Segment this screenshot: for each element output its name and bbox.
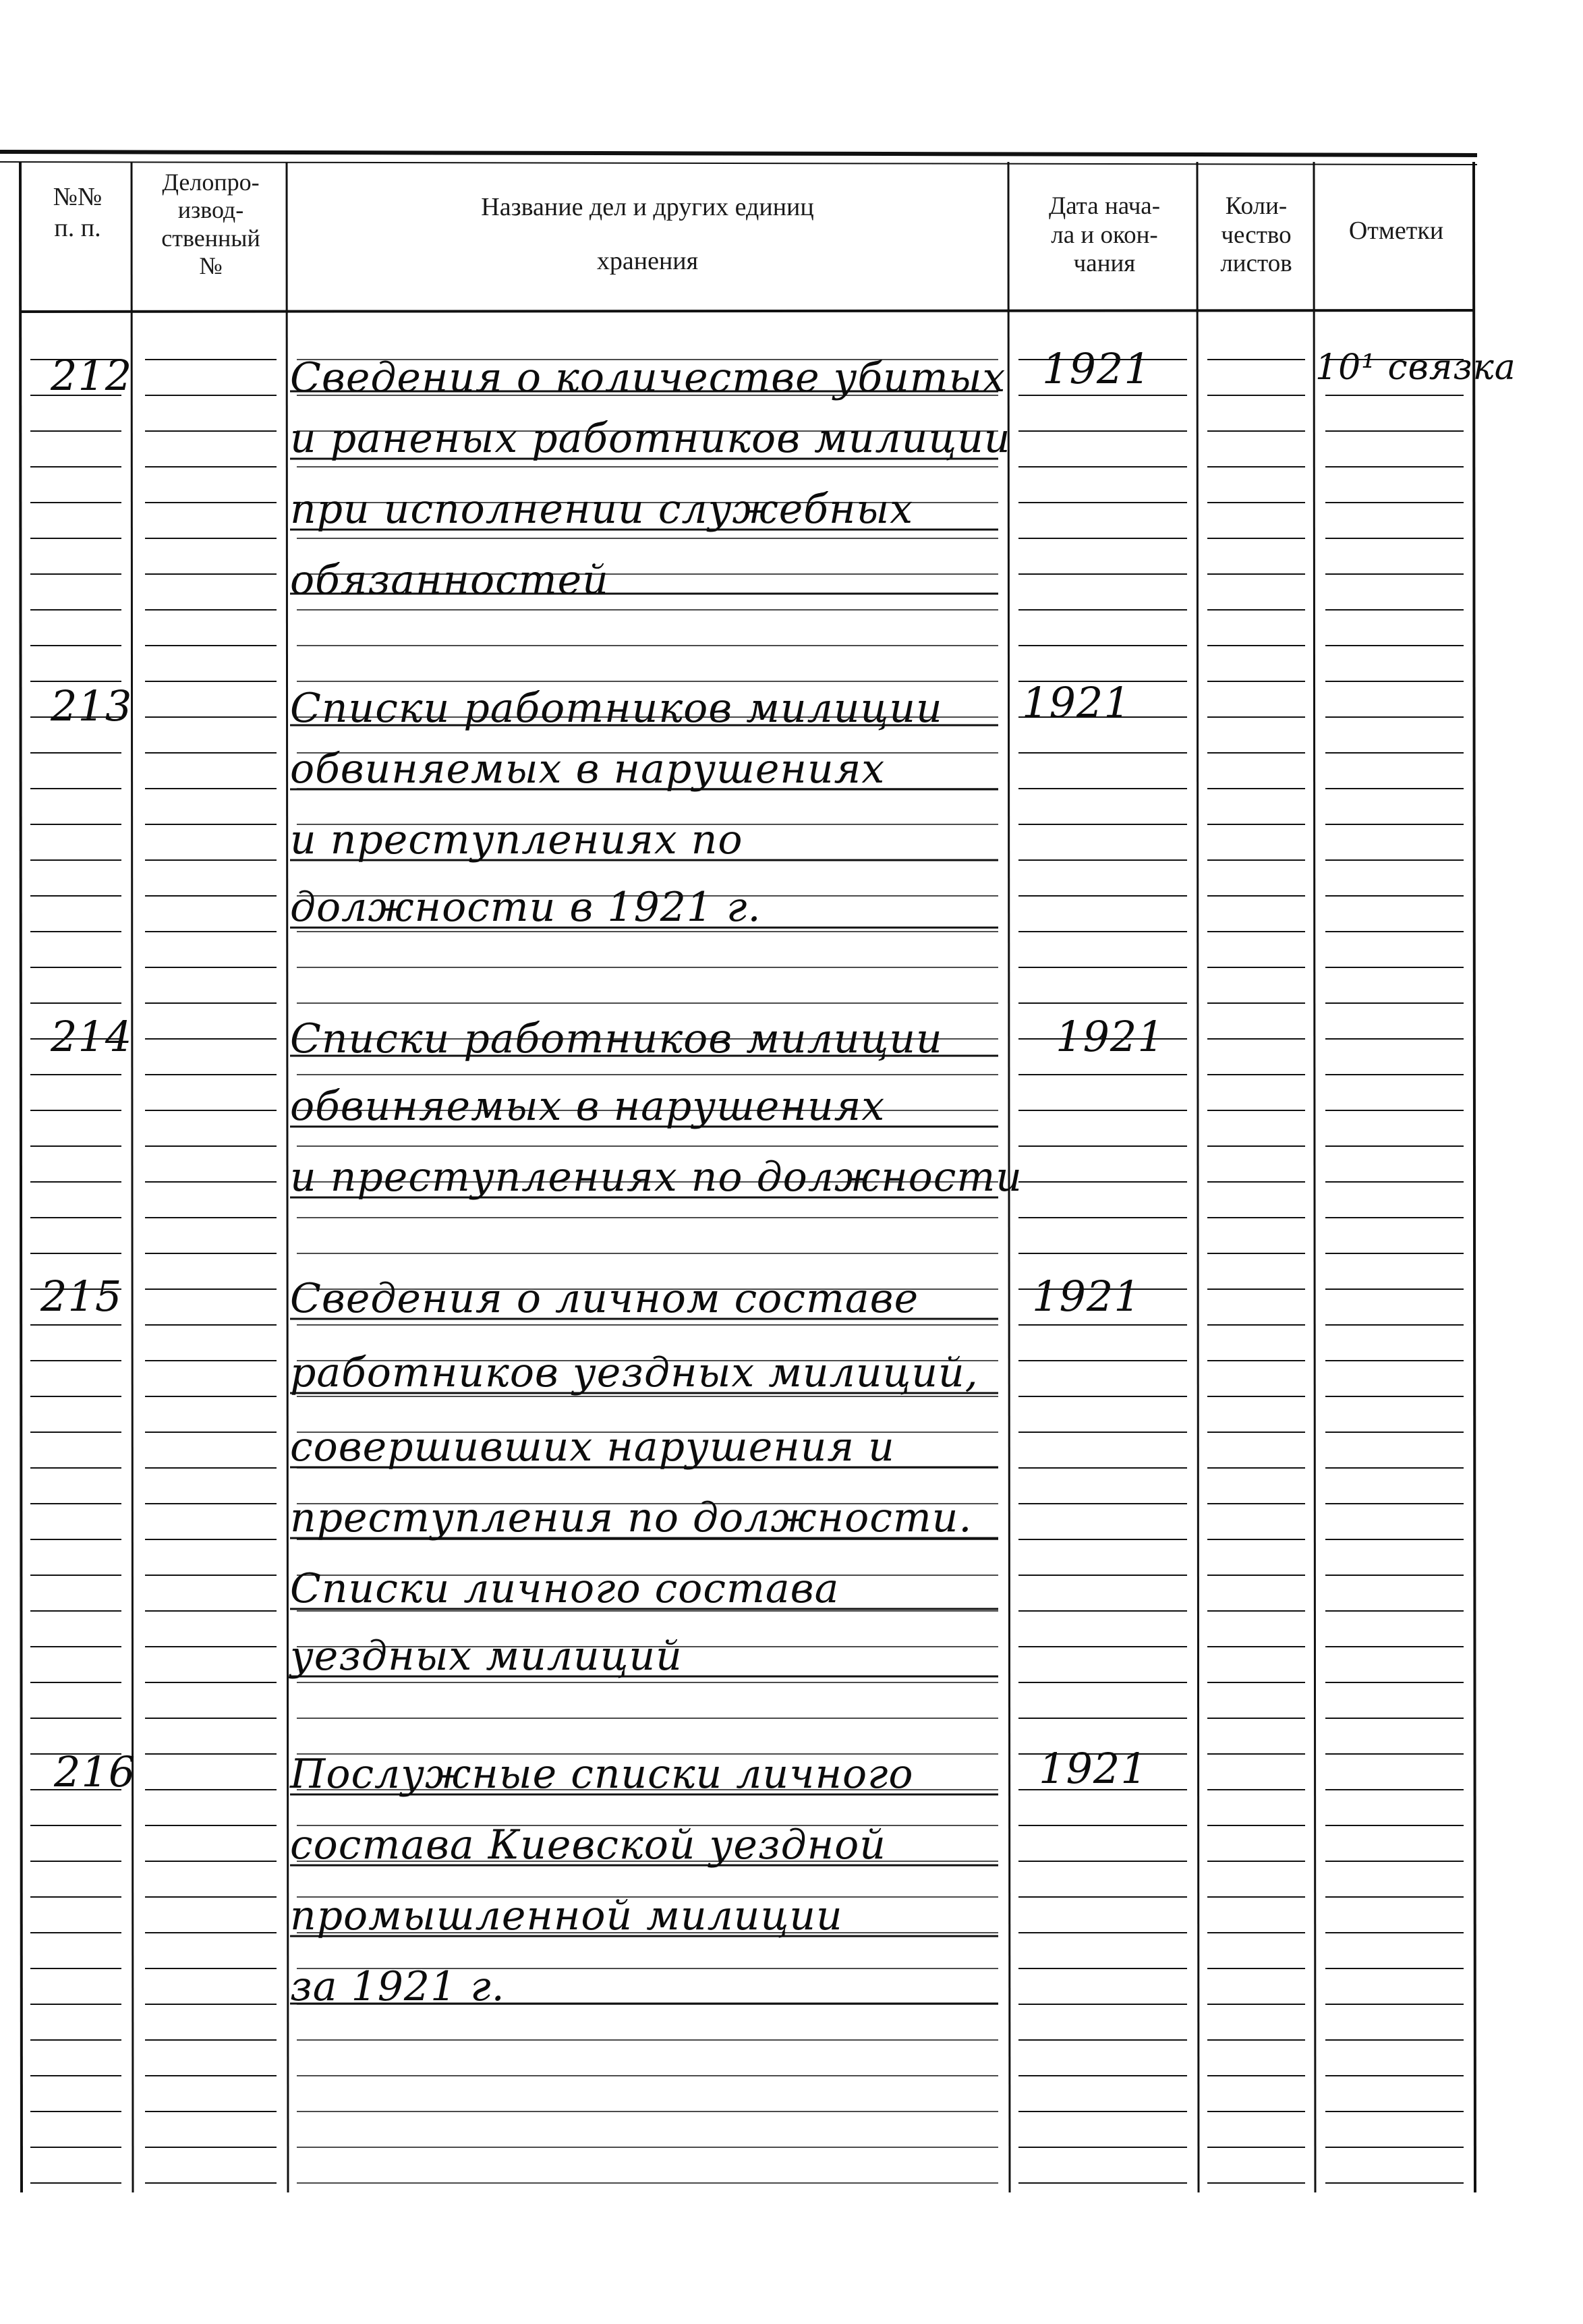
record-number: 213: [51, 681, 133, 731]
record-title-line: уездных милиций: [290, 1633, 683, 1680]
header-number: №№ п. п.: [53, 183, 103, 242]
record-title-line: и преступлениях по должности: [290, 1154, 1023, 1201]
column-separator: [132, 162, 133, 2192]
record-title-line: Списки работников милиции: [290, 685, 943, 732]
header-date: Дата нача- ла и окон- чания: [1048, 192, 1161, 278]
header-bottom-border: [20, 310, 1474, 312]
header-title-line2: хранения: [596, 247, 699, 275]
header-sheet-count: Коли- чество листов: [1220, 192, 1292, 278]
record-title-line: Сведения о личном составе: [290, 1275, 919, 1322]
record-title-line: должности в 1921 г.: [290, 884, 761, 931]
record-title-line: промышленной милиции: [290, 1892, 843, 1939]
column-separator: [20, 162, 22, 2192]
table-top-border: [0, 152, 1477, 155]
record-title-line: при исполнении служебных: [290, 486, 914, 533]
column-separator: [1314, 162, 1315, 2192]
record-number: 212: [51, 351, 133, 400]
header-title-line1: Название дел и других единиц: [481, 193, 814, 221]
record-title-line: работников уездных милиций,: [290, 1349, 979, 1396]
record-title-line: состава Киевской уездной: [290, 1821, 886, 1869]
record-number: 216: [54, 1747, 136, 1796]
table-top-border-inner: [0, 162, 1477, 165]
record-title-line: Сведения о количестве убитых: [290, 354, 1006, 401]
header-office-number: Делопро- извод- ственный №: [161, 169, 260, 280]
record-date: 1921: [1022, 678, 1131, 727]
record-title-line: обвиняемых в нарушениях: [290, 1083, 886, 1130]
record-number: 214: [51, 1012, 133, 1061]
column-separator: [1197, 162, 1199, 2192]
record-title-line: преступления по должности.: [290, 1494, 973, 1541]
record-note: 10¹ связка: [1315, 347, 1516, 388]
record-title-line: за 1921 г.: [290, 1963, 505, 2010]
record-title-line: Послужные списки личного: [290, 1751, 914, 1798]
record-title-line: и раненых работников милиции: [290, 415, 1011, 462]
column-separator: [287, 162, 288, 2192]
record-number: 215: [40, 1272, 123, 1321]
record-title-line: обязанностей: [290, 557, 609, 604]
record-date: 1921: [1042, 344, 1151, 393]
record-title-line: Списки работников милиции: [290, 1015, 943, 1062]
record-date: 1921: [1039, 1744, 1148, 1793]
record-title-line: обвиняемых в нарушениях: [290, 745, 886, 793]
record-title-line: Списки личного состава: [290, 1565, 840, 1612]
header-notes: Отметки: [1348, 217, 1444, 245]
column-separator: [1474, 162, 1475, 2192]
record-date: 1921: [1032, 1272, 1141, 1321]
record-title-line: совершивших нарушения и: [290, 1423, 895, 1471]
record-date: 1921: [1056, 1012, 1165, 1061]
record-title-line: и преступлениях по: [290, 816, 743, 863]
